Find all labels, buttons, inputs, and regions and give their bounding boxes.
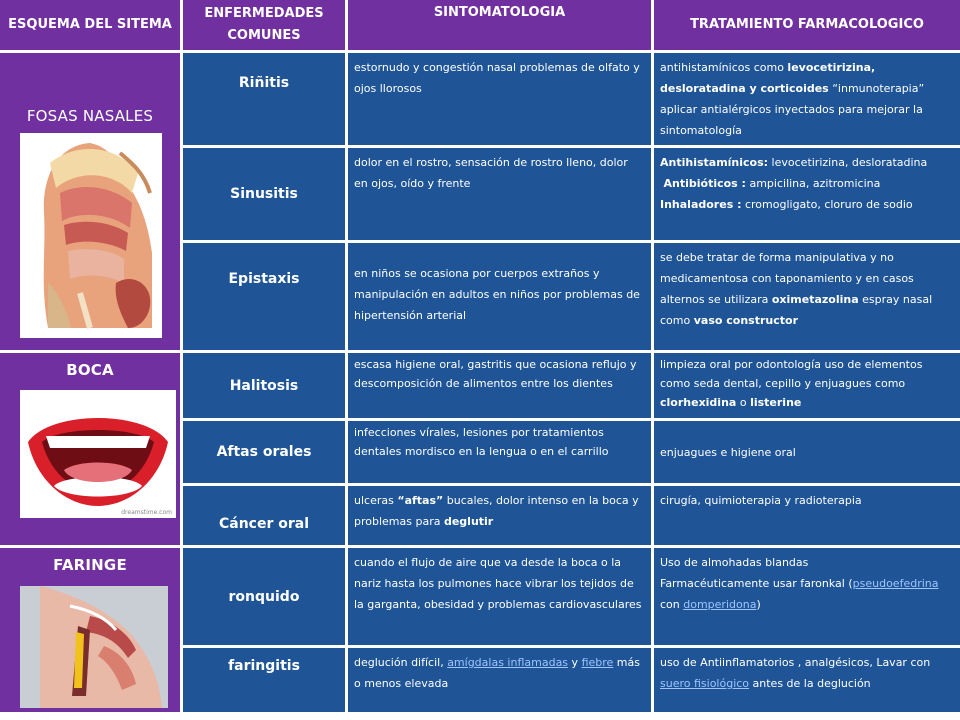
disease-sinusitis-label: Sinusitis bbox=[230, 186, 298, 202]
treatment-rinitis bbox=[654, 53, 960, 145]
treatment-sinusitis bbox=[654, 148, 960, 240]
symptoms-epistaxis-text: en niños se ocasiona por cuerpos extraños y manipulación en adultos en niños por problemas de hipertensión arterial bbox=[354, 267, 640, 322]
treatment-halitosis-t4: listerine bbox=[750, 396, 802, 409]
symptoms-faringitis-s5: más o menos elevada bbox=[354, 656, 640, 690]
header-enfermedades-label: ENFERMEDADES COMUNES bbox=[204, 6, 324, 43]
disease-cancer-label: Cáncer oral bbox=[218, 515, 310, 532]
disease-halitosis-label: Halitosis bbox=[229, 377, 299, 394]
treatment-faringitis bbox=[654, 648, 960, 712]
symptoms-ronquido bbox=[348, 548, 651, 645]
disease-rinitis-label: Riñitis bbox=[238, 75, 290, 91]
treatment-halitosis-t1: limpieza oral por odontología uso de elementos como seda dental, cepillo y enjuagues como bbox=[660, 358, 923, 390]
treatment-aftas-t1: enjuagues e higiene oral bbox=[660, 445, 796, 459]
nasal-anatomy-illustration bbox=[20, 133, 162, 338]
disease-ronquido-label: ronquido bbox=[228, 588, 300, 605]
symptoms-sinusitis-text: dolor en el rostro, sensación de rostro lleno, dolor en ojos, oído y frente bbox=[354, 156, 628, 190]
link-pseudoefedrina[interactable]: pseudoefedrina bbox=[852, 577, 939, 590]
link-amigdalas-inflamadas[interactable]: amígdalas inflamadas bbox=[447, 656, 569, 669]
treatment-faringitis-t3: antes de la deglución bbox=[749, 677, 871, 690]
disease-faringitis bbox=[183, 648, 345, 712]
treatment-rinitis-t1: antihistamínicos como bbox=[660, 61, 788, 74]
treatment-rinitis-t3: “inmunoterapia” aplicar antialérgicos inyectados para mejorar la sintomatología bbox=[660, 82, 925, 137]
disease-cancer-oral bbox=[183, 486, 345, 545]
treatment-sinusitis-t6: cromogligato, cloruro de sodio bbox=[741, 198, 913, 211]
symptoms-aftas-orales bbox=[348, 421, 651, 483]
symptoms-faringitis-s3: y bbox=[568, 656, 582, 669]
symptoms-cancer-s2: “aftas” bbox=[397, 494, 444, 507]
symptoms-halitosis-text: escasa higiene oral, gastritis que ocasiona reflujo y descomposición de alimentos entre los dientes bbox=[354, 358, 637, 390]
header-esquema-label: ESQUEMA DEL SITEMA bbox=[8, 17, 172, 32]
link-domperidona[interactable]: domperidona bbox=[683, 598, 757, 611]
nasal-anatomy-image bbox=[20, 133, 162, 338]
treatment-halitosis bbox=[654, 353, 960, 418]
disease-faringitis-label: faringitis bbox=[228, 658, 300, 674]
disease-aftas-label: Aftas orales bbox=[216, 444, 312, 460]
treatment-epistaxis bbox=[654, 243, 960, 350]
symptoms-halitosis bbox=[348, 353, 651, 418]
treatment-ronquido-t6: ) bbox=[756, 598, 761, 611]
treatment-halitosis-t3: o bbox=[736, 396, 751, 409]
header-sintomatologia-label: SINTOMATOLOGIA bbox=[433, 5, 566, 20]
disease-aftas-orales bbox=[183, 421, 345, 483]
mouth-image bbox=[20, 390, 176, 518]
treatment-sinusitis-t3: Antibióticos : bbox=[663, 177, 746, 190]
treatment-ronquido-t1: Uso de almohadas blandas bbox=[660, 556, 809, 569]
treatment-epistaxis-t3: espray nasal como bbox=[660, 293, 933, 327]
symptoms-faringitis bbox=[348, 648, 651, 712]
header-esquema bbox=[0, 0, 180, 50]
treatment-faringitis-t1: uso de Antiinflamatorios , analgésicos, Lavar con bbox=[660, 656, 931, 669]
link-fiebre[interactable]: fiebre bbox=[581, 656, 614, 669]
disease-halitosis bbox=[183, 353, 345, 418]
header-tratamiento-label: TRATAMIENTO FARMACOLOGICO bbox=[690, 17, 924, 32]
throat-image bbox=[20, 586, 168, 708]
disease-epistaxis-label: Epistaxis bbox=[228, 270, 300, 287]
treatment-epistaxis-t1: se debe tratar de forma manipulativa y no medicamentosa con taponamiento y en casos alternos se utilizara bbox=[660, 251, 914, 306]
disease-epistaxis bbox=[183, 243, 345, 350]
symptoms-cancer-oral bbox=[348, 486, 651, 545]
treatment-epistaxis-t2: oximetazolina bbox=[771, 293, 859, 306]
throat-illustration bbox=[20, 586, 168, 708]
symptoms-aftas-text: infecciones vírales, lesiones por tratamientos dentales mordisco en la lengua o en el carrillo bbox=[354, 426, 609, 458]
symptoms-sinusitis bbox=[348, 148, 651, 240]
treatment-sinusitis-t2: levocetirizina, desloratadina bbox=[768, 156, 928, 169]
mouth-illustration bbox=[20, 390, 176, 518]
symptoms-faringitis-s1: deglución difícil, bbox=[354, 656, 448, 669]
header-sintomatologia bbox=[348, 0, 651, 50]
symptoms-rinitis-text: estornudo y congestión nasal problemas de olfato y ojos llorosos bbox=[354, 61, 640, 95]
treatment-ronquido bbox=[654, 548, 960, 645]
symptoms-rinitis bbox=[348, 53, 651, 145]
treatment-sinusitis-t1: Antihistamínicos: bbox=[660, 156, 769, 169]
system-faringe-title: FARINGE bbox=[53, 556, 127, 574]
symptoms-cancer-s1: ulceras bbox=[354, 494, 398, 507]
disease-sinusitis bbox=[183, 148, 345, 240]
treatment-epistaxis-t4: vaso constructor bbox=[693, 314, 798, 327]
system-boca-title: BOCA bbox=[66, 361, 114, 379]
treatment-ronquido-t4: con bbox=[660, 598, 684, 611]
disease-ronquido bbox=[183, 548, 345, 645]
treatment-halitosis-t2: clorhexidina bbox=[660, 396, 737, 409]
symptoms-ronquido-text: cuando el flujo de aire que va desde la boca o la nariz hasta los pulmones hace vibrar los tejidos de la garganta, obesidad y problemas cardiovasculares bbox=[354, 556, 642, 611]
symptoms-cancer-s4: deglutir bbox=[443, 515, 494, 528]
treatment-rinitis-t2: levocetirizina, desloratadina y corticoides bbox=[660, 61, 876, 95]
disease-rinitis bbox=[183, 53, 345, 145]
treatment-ronquido-t2: Farmacéuticamente usar faronkal ( bbox=[660, 577, 853, 590]
header-tratamiento bbox=[654, 0, 960, 50]
system-fosas-title: FOSAS NASALES bbox=[26, 107, 154, 125]
symptoms-epistaxis bbox=[348, 243, 651, 350]
treatment-aftas-orales bbox=[654, 421, 960, 483]
treatment-cancer-t1: cirugía, quimioterapia y radioterapia bbox=[660, 494, 862, 507]
treatment-cancer-oral bbox=[654, 486, 960, 545]
header-enfermedades bbox=[183, 0, 345, 50]
treatment-sinusitis-t5: Inhaladores : bbox=[660, 198, 742, 211]
treatment-sinusitis-t4: ampicilina, azitromicina bbox=[745, 177, 881, 190]
symptoms-cancer-s3: bucales, dolor intenso en la boca y problemas para bbox=[354, 494, 639, 528]
link-suero-fisiologico[interactable]: suero fisiológico bbox=[660, 677, 750, 690]
mouth-watermark: dreamstime.com bbox=[121, 509, 172, 516]
